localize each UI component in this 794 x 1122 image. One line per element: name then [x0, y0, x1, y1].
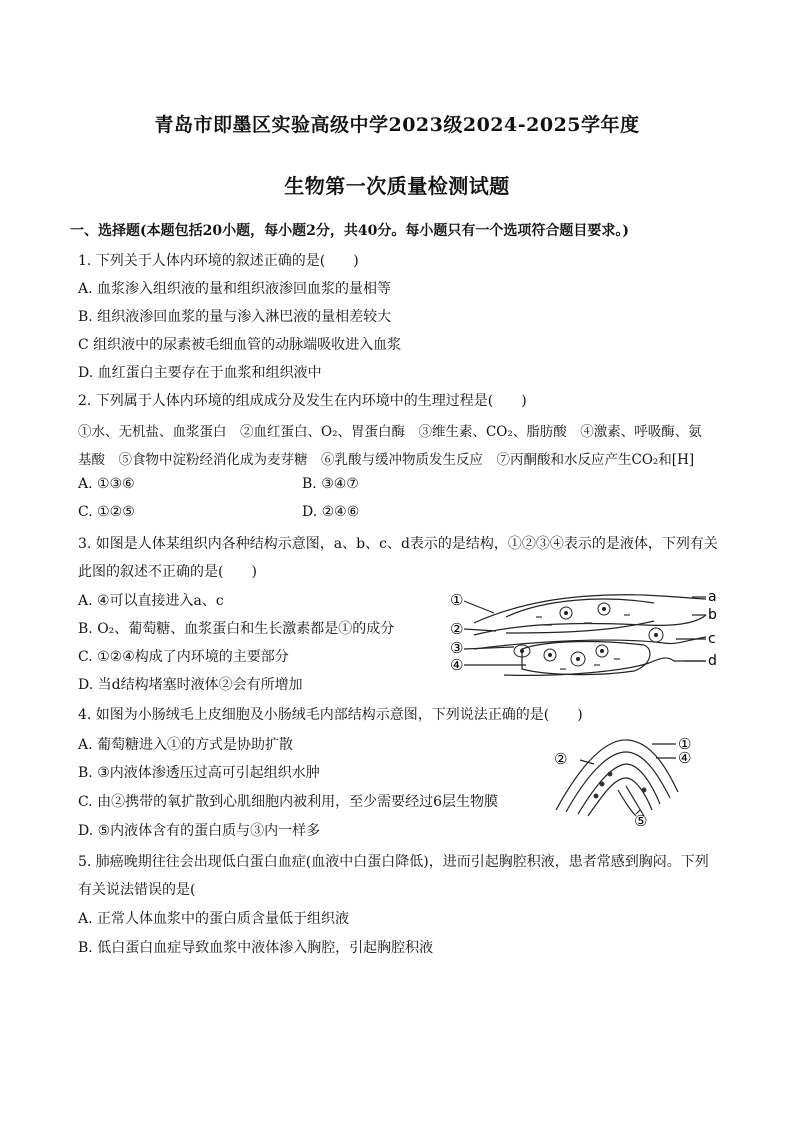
fig3-label-2: ② — [450, 620, 464, 638]
intestinal-villus-diagram — [548, 730, 698, 830]
fig3-label-1: ① — [450, 591, 464, 609]
fig3-label-4: ④ — [450, 656, 464, 674]
q1-stem: 1. 下列关于人体内环境的叙述正确的是( ) — [78, 253, 359, 269]
q2-option-c: C. ①②⑤ — [78, 504, 135, 520]
q5-stem-line2: 有关说法错误的是( — [78, 882, 196, 898]
q2-option-b: B. ③④⑦ — [302, 476, 359, 492]
q5-stem-line1: 5. 肺癌晚期往往会出现低白蛋白血症(血液中白蛋白降低)，进而引起胸腔积液，患者常感到胸闷。下列 — [78, 854, 709, 870]
q4-option-a: A. 葡萄糖进入①的方式是协助扩散 — [78, 737, 294, 753]
q3-stem-line2: 此图的叙述不正确的是( ) — [78, 564, 257, 580]
q1-option-c: C 组织液中的尿素被毛细血管的动脉端吸收进入血浆 — [78, 337, 402, 353]
q2-option-a: A. ①③⑥ — [78, 476, 135, 492]
q3-stem-line1: 3. 如图是人体某组织内各种结构示意图，a、b、c、d表示的是结构，①②③④表示的是液体，下列有关 — [78, 536, 718, 552]
q1-option-a: A. 血浆渗入组织液的量和组织液渗回血浆的量相等 — [78, 281, 392, 297]
q4-option-c: C. 由②携带的氧扩散到心肌细胞内被利用，至少需要经过6层生物膜 — [78, 794, 499, 810]
q2-items-line1: ①水、无机盐、血浆蛋白 ②血红蛋白、O₂、胃蛋白酶 ③维生素、CO₂、脂肪酸 ④激素、呼吸酶、氨 — [78, 424, 702, 440]
q4-option-d: D. ⑤内液体含有的蛋白质与③内一样多 — [78, 823, 321, 839]
q4-option-b: B. ③内液体渗透压过高可引起组织水肿 — [78, 765, 320, 781]
q2-option-d: D. ②④⑥ — [302, 504, 360, 520]
q2-stem: 2. 下列属于人体内环境的组成成分及发生在内环境中的生理过程是( ) — [78, 393, 527, 409]
fig3-label-3: ③ — [450, 639, 464, 657]
q1-option-b: B. 组织液渗回血浆的量与渗入淋巴液的量相差较大 — [78, 309, 392, 325]
school-title: 青岛市即墨区实验高级中学2023级2024-2025学年度 — [154, 114, 640, 136]
fig4-label-5: ⑤ — [634, 812, 648, 830]
q3-option-c: C. ①②④构成了内环境的主要部分 — [78, 649, 289, 665]
q3-option-d: D. 当d结构堵塞时液体②会有所增加 — [78, 677, 303, 693]
fig4-label-2: ② — [554, 750, 568, 768]
fig4-label-1: ① — [678, 735, 692, 753]
q3-option-b: B. O₂、葡萄糖、血浆蛋白和生长激素都是①的成分 — [78, 621, 395, 637]
tissue-structure-diagram — [444, 585, 724, 685]
section-heading: 一、选择题(本题包括20小题，每小题2分，共40分。每小题只有一个选项符合题目要求。) — [70, 223, 629, 239]
fig3-label-b: b — [708, 607, 717, 623]
q4-stem: 4. 如图为小肠绒毛上皮细胞及小肠绒毛内部结构示意图，下列说法正确的是( ) — [78, 707, 583, 723]
fig3-label-a: a — [708, 589, 717, 605]
exam-title: 生物第一次质量检测试题 — [284, 174, 510, 198]
q3-option-a: A. ④可以直接进入a、c — [78, 593, 224, 609]
q5-option-b: B. 低白蛋白血症导致血浆中液体渗入胸腔，引起胸腔积液 — [78, 940, 434, 956]
q5-option-a: A. 正常人体血浆中的蛋白质含量低于组织液 — [78, 911, 350, 927]
q1-option-d: D. 血红蛋白主要存在于血浆和组织液中 — [78, 365, 322, 381]
fig3-label-c: c — [708, 631, 716, 647]
q2-items-line2: 基酸 ⑤食物中淀粉经消化成为麦芽糖 ⑥乳酸与缓冲物质发生反应 ⑦丙酮酸和水反应产生CO₂和[H] — [78, 452, 695, 468]
fig3-label-d: d — [708, 653, 717, 669]
fig4-label-4: ④ — [678, 749, 692, 767]
